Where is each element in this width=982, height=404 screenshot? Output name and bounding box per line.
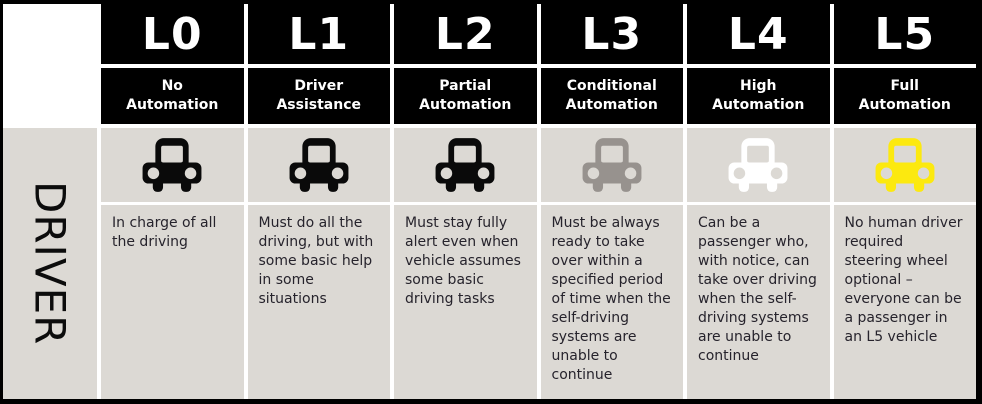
level-header-l3: L3: [541, 4, 684, 64]
level-body-l5: [834, 128, 977, 399]
level-body-l2: [394, 128, 537, 399]
subtitle-line: Full: [890, 78, 919, 95]
car-front-icon: [834, 128, 977, 205]
chart-grid: [3, 4, 976, 399]
subtitle-line: Automation: [858, 97, 951, 113]
driver-row-label: DRIVER: [3, 128, 97, 399]
car-front-icon: [687, 128, 830, 205]
subtitle-line: Partial: [439, 78, 492, 95]
level-subtitle-l4: [687, 68, 830, 124]
subtitle-line: Automation: [712, 97, 805, 113]
corner-spacer: [3, 4, 97, 64]
level-body-l1: [248, 128, 391, 399]
level-header-l0: L0: [101, 4, 244, 64]
subtitle-line: Automation: [126, 97, 219, 113]
level-subtitle-l1: [248, 68, 391, 124]
level-header-l4: L4: [687, 4, 830, 64]
level-description: Can be a passenger who, with notice, can take over driving when the self-driving systems are unable to continue: [698, 215, 817, 365]
level-subtitle-l0: [101, 68, 244, 124]
level-description: Must stay fully alert even when vehicle assumes some basic driving tasks: [405, 215, 521, 308]
level-header-l5: L5: [834, 4, 977, 64]
level-header-l2: L2: [394, 4, 537, 64]
level-subtitle-l3: [541, 68, 684, 124]
level-description: No human driver required steering wheel optional – everyone can be a passenger in an L5 vehicle: [844, 215, 963, 346]
level-body-l3: [541, 128, 684, 399]
level-subtitle-l5: [834, 68, 977, 124]
level-body-l4: [687, 128, 830, 399]
level-description: Must do all the driving, but with some basic help in some situations: [258, 215, 374, 308]
subtitle-line: Conditional: [566, 78, 657, 95]
subtitle-line: Automation: [565, 97, 658, 113]
subtitle-line: Automation: [419, 97, 512, 113]
car-front-icon: [101, 128, 244, 205]
level-subtitle-l2: [394, 68, 537, 124]
car-front-icon: [541, 128, 684, 205]
level-description: In charge of all the driving: [112, 215, 217, 251]
level-body-l0: [101, 128, 244, 399]
subtitle-line: No: [161, 78, 183, 95]
level-description: Must be always ready to take over within a specified period of time when the self-driving systems are unable to continue: [551, 215, 671, 384]
car-front-icon: [394, 128, 537, 205]
subtitle-spacer: [3, 68, 97, 124]
subtitle-line: Driver: [294, 78, 344, 95]
level-header-l1: L1: [248, 4, 391, 64]
subtitle-line: Assistance: [276, 97, 362, 113]
car-front-icon: [248, 128, 391, 205]
subtitle-line: High: [739, 78, 777, 95]
